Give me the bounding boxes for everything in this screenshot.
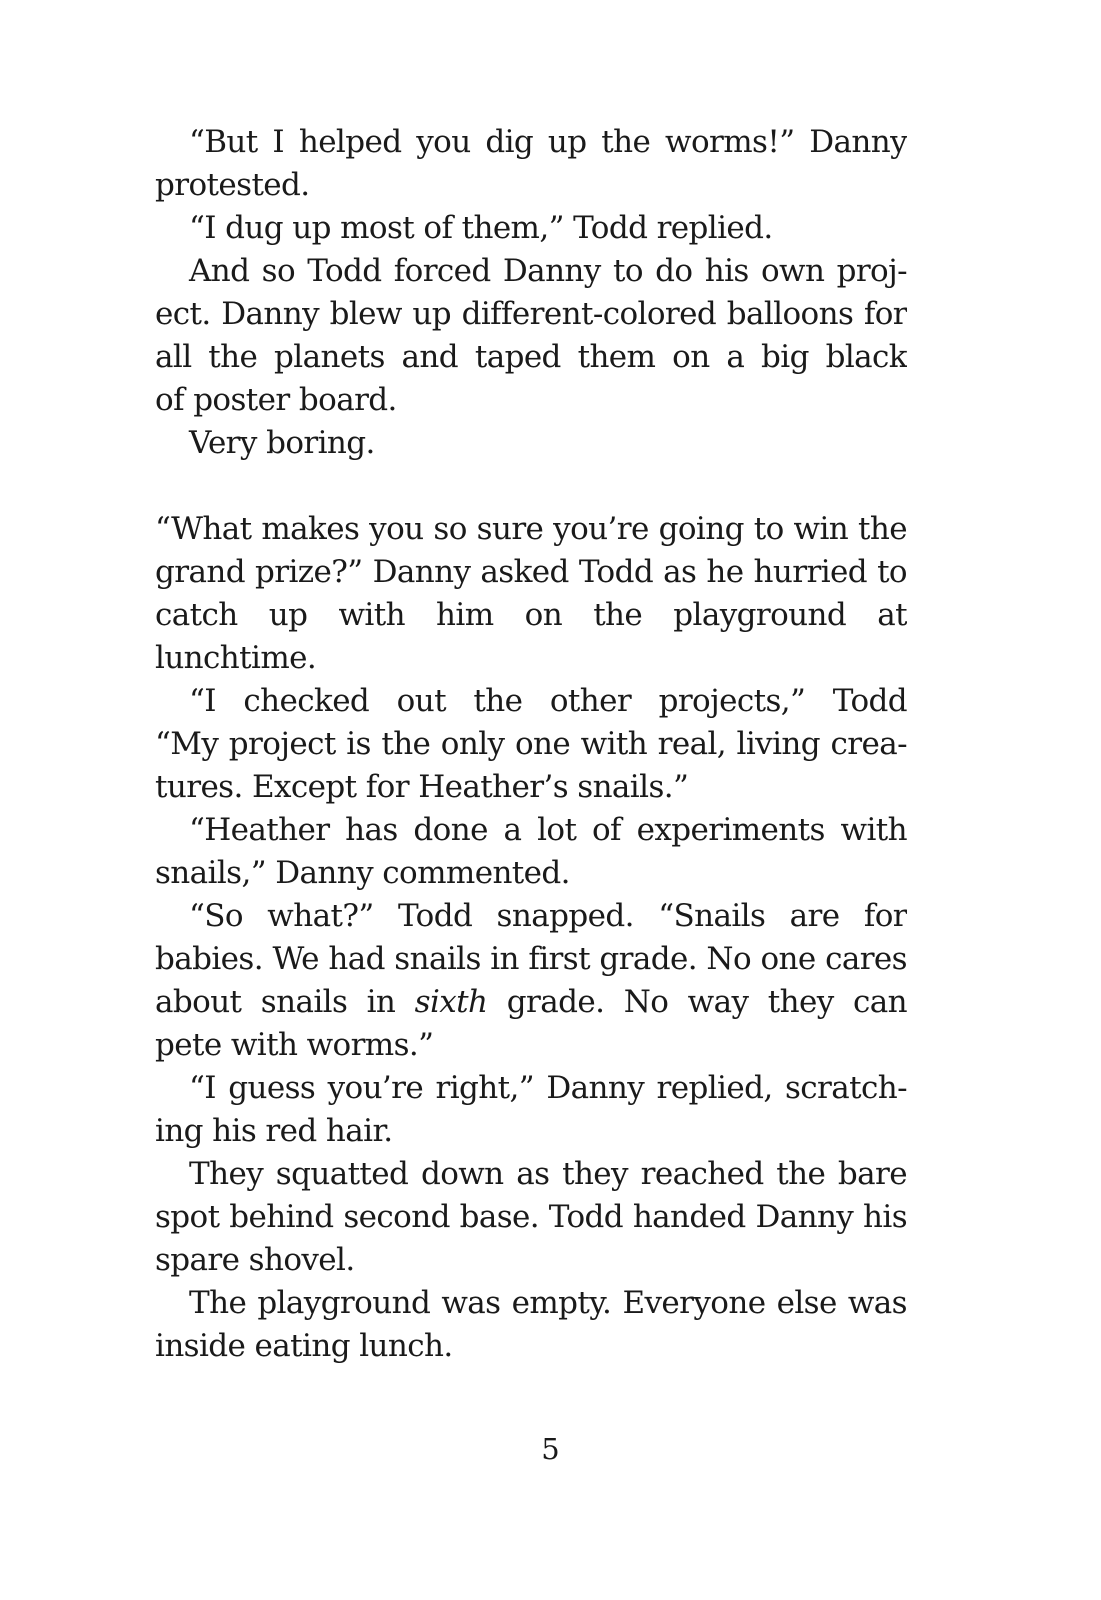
text-line: snails,” Danny commented. bbox=[155, 855, 570, 891]
text-line: “I checked out the other projects,” Todd bbox=[189, 683, 907, 719]
text-line: inside eating lunch. bbox=[155, 1328, 453, 1364]
text-line: And so Todd forced Danny to do his own proj- bbox=[189, 253, 907, 289]
text-run: about snails in bbox=[155, 984, 415, 1020]
text-run: grade. No way they can bbox=[506, 984, 907, 1020]
text-line: pete with worms.” bbox=[155, 1027, 434, 1063]
text-line: spot behind second base. Todd handed Danny his bbox=[155, 1199, 907, 1235]
text-line: catch up with him on the playground at bbox=[155, 597, 907, 633]
section-break bbox=[155, 465, 907, 508]
text-line: “My project is the only one with real, living crea- bbox=[155, 726, 907, 762]
text-line: ect. Danny blew up different-colored balloons for bbox=[155, 296, 907, 332]
text-line: “I guess you’re right,” Danny replied, scratch- bbox=[189, 1070, 907, 1106]
text-line: babies. We had snails in first grade. No one cares bbox=[155, 941, 907, 977]
text-line: of poster board. bbox=[155, 382, 397, 418]
text-line: spare shovel. bbox=[155, 1242, 355, 1278]
text-line: “So what?” Todd snapped. “Snails are for bbox=[189, 898, 907, 934]
text-line: lunchtime. bbox=[155, 640, 317, 676]
text-line: They squatted down as they reached the bare bbox=[189, 1156, 907, 1192]
text-line: protested. bbox=[155, 167, 310, 203]
text-line: “What makes you so sure you’re going to win the bbox=[155, 511, 907, 547]
text-line: grand prize?” Danny asked Todd as he hurried to bbox=[155, 554, 907, 590]
text-line: Very boring. bbox=[189, 425, 375, 461]
text-line bbox=[155, 981, 907, 1024]
text-line: ing his red hair. bbox=[155, 1113, 393, 1149]
text-line: tures. Except for Heather’s snails.” bbox=[155, 769, 689, 805]
page-number: 5 bbox=[541, 1432, 560, 1466]
text-line: “But I helped you dig up the worms!” Danny bbox=[189, 124, 907, 160]
italic-word: sixth bbox=[414, 984, 488, 1020]
body-text bbox=[155, 121, 907, 1368]
text-line: “Heather has done a lot of experiments with bbox=[189, 812, 907, 848]
text-line: The playground was empty. Everyone else was bbox=[189, 1285, 907, 1321]
text-line: all the planets and taped them on a big black bbox=[155, 339, 907, 375]
text-line: “I dug up most of them,” Todd replied. bbox=[189, 210, 773, 246]
